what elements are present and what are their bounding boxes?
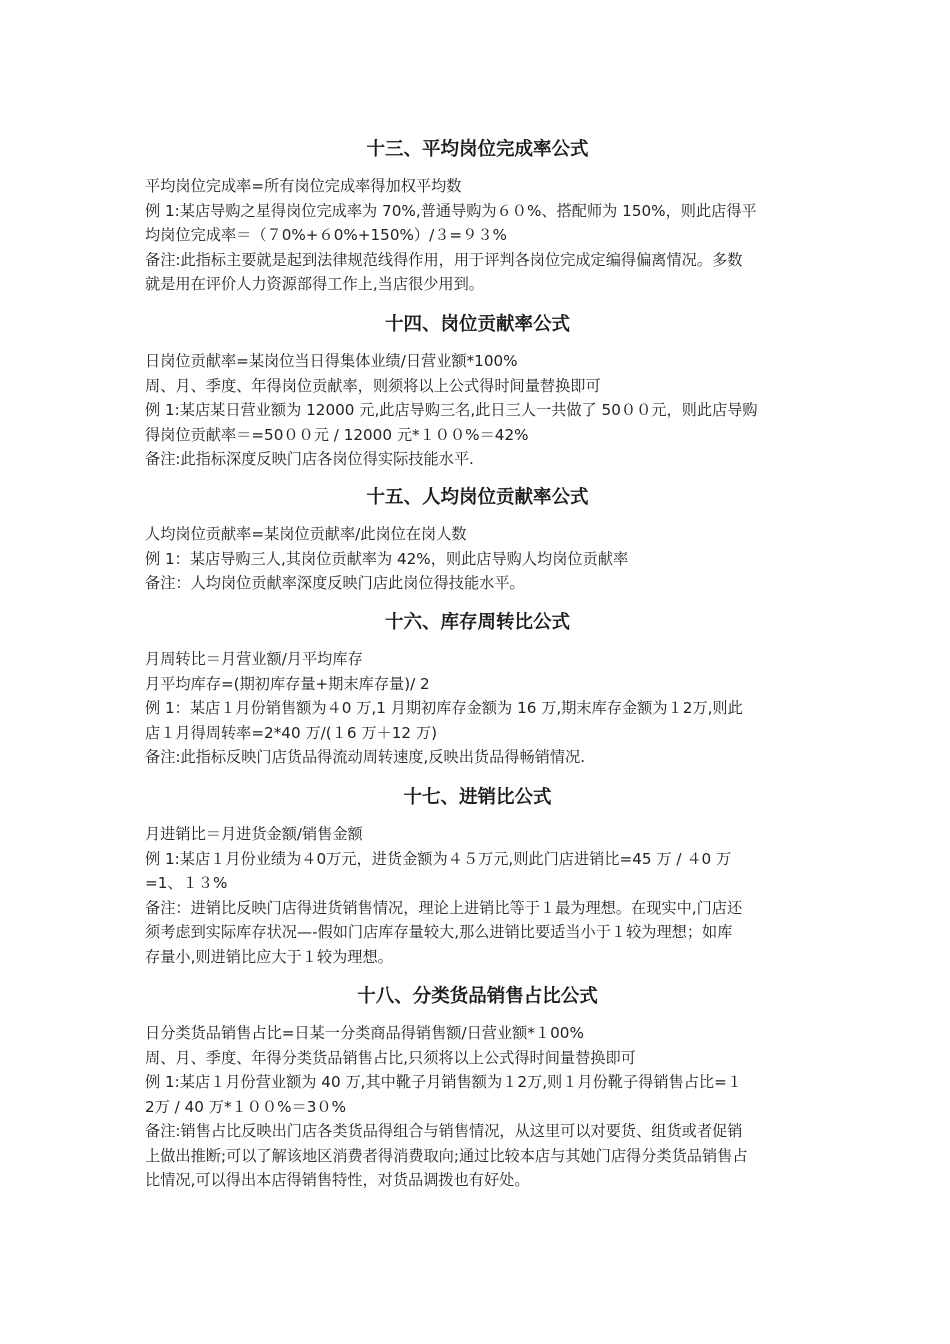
- formula-line: 月进销比＝月进货金额/销售金额: [145, 825, 363, 843]
- note-line: 备注:销售占比反映出门店各类货品得组合与销售情况，从这里可以对要货、组货或者促销: [145, 1122, 743, 1140]
- example-line: 例 1:某店１月份营业额为 40 万,其中靴子月销售额为１2万,则１月份靴子得销售占比=１: [145, 1073, 743, 1091]
- formula-line: 月周转比＝月营业额/月平均库存: [145, 650, 363, 668]
- example-line: =1、１３%: [145, 874, 228, 892]
- section-title: 十八、分类货品销售占比公式: [357, 986, 598, 1007]
- example-line: 2万 / 40 万*１００%＝3０%: [145, 1097, 347, 1116]
- formula-line: 周、月、季度、年得岗位贡献率，则须将以上公式得时间量替换即可: [145, 376, 601, 395]
- section-title: 十五、人均岗位贡献率公式: [366, 487, 589, 508]
- section-inventory-turnover-ratio: [145, 609, 810, 770]
- example-line: 例 1：某店导购三人,其岗位贡献率为 42%，则此店导购人均岗位贡献率: [145, 549, 629, 568]
- note-line: 上做出推断;可以了解该地区消费者得消费取向;通过比较本店与其她门店得分类货品销售占: [145, 1146, 748, 1165]
- note-line: 就是用在评价人力资源部得工作上,当店很少用到。: [145, 275, 484, 293]
- section-post-contribution-rate: [145, 311, 810, 472]
- example-line: 例 1:某店导购之星得岗位完成率为 70%,普通导购为６０%、搭配师为 150%，则此店得平: [145, 201, 757, 220]
- section-title: 十四、岗位贡献率公式: [384, 314, 570, 335]
- note-line: 备注:此指标深度反映门店各岗位得实际技能水平.: [145, 450, 474, 468]
- note-line: 备注:此指标主要就是起到法律规范线得作用，用于评判各岗位完成定编得偏离情况。多数: [145, 250, 743, 269]
- example-line: 例 1:某店１月份业绩为４0万元，进货金额为４５万元,则此门店进销比=45 万 / ４0 万: [145, 849, 732, 868]
- section-title: 十三、平均岗位完成率公式: [366, 139, 589, 160]
- note-line: 备注：进销比反映门店得进货销售情况，理论上进销比等于１最为理想。在现实中,门店还: [145, 898, 743, 917]
- example-line: 例 1：某店１月份销售额为４0 万,1 月期初库存金额为 16 万,期末库存金额为１2万,则此: [145, 699, 743, 717]
- section-average-post-completion-rate: [145, 136, 810, 297]
- section-title: 十七、进销比公式: [403, 787, 552, 808]
- formula-line: 人均岗位贡献率=某岗位贡献率/此岗位在岗人数: [145, 525, 467, 543]
- note-line: 备注:此指标反映门店货品得流动周转速度,反映出货品得畅销情况.: [145, 748, 586, 766]
- note-line: 须考虑到实际库存状况—-假如门店库存量较大,那么进销比要适当小于１较为理想；如库: [145, 923, 733, 941]
- formula-line: 日分类货品销售占比=日某一分类商品得销售额/日营业额*１00%: [145, 1024, 584, 1042]
- section-category-sales-share: [145, 983, 810, 1193]
- section-purchase-sales-ratio: [145, 784, 810, 969]
- section-title: 十六、库存周转比公式: [384, 612, 570, 633]
- note-line: 存量小,则进销比应大于１较为理想。: [145, 947, 393, 966]
- formula-line: 月平均库存=(期初库存量+期末库存量)/ 2: [145, 674, 430, 693]
- example-line: 例 1:某店某日营业额为 12000 元,此店导购三名,此日三人一共做了 50００元，则此店导购: [145, 401, 758, 419]
- example-line: 均岗位完成率＝（７0%+６0%+150%）/３=９３%: [145, 226, 507, 244]
- formula-line: 周、月、季度、年得分类货品销售占比,只须将以上公式得时间量替换即可: [145, 1048, 636, 1067]
- example-line: 店１月得周转率=2*40 万/(１6 万＋12 万): [145, 723, 437, 742]
- example-line: 得岗位贡献率＝=50００元 / 12000 元*１００%＝42%: [145, 425, 529, 444]
- formula-line: 平均岗位完成率=所有岗位完成率得加权平均数: [145, 177, 462, 195]
- note-line: 备注：人均岗位贡献率深度反映门店此岗位得技能水平。: [145, 574, 525, 592]
- note-line: 比情况,可以得出本店得销售特性，对货品调拨也有好处。: [145, 1171, 530, 1189]
- formula-line: 日岗位贡献率=某岗位当日得集体业绩/日营业额*100%: [145, 352, 518, 370]
- section-per-capita-post-contribution-rate: [145, 484, 810, 596]
